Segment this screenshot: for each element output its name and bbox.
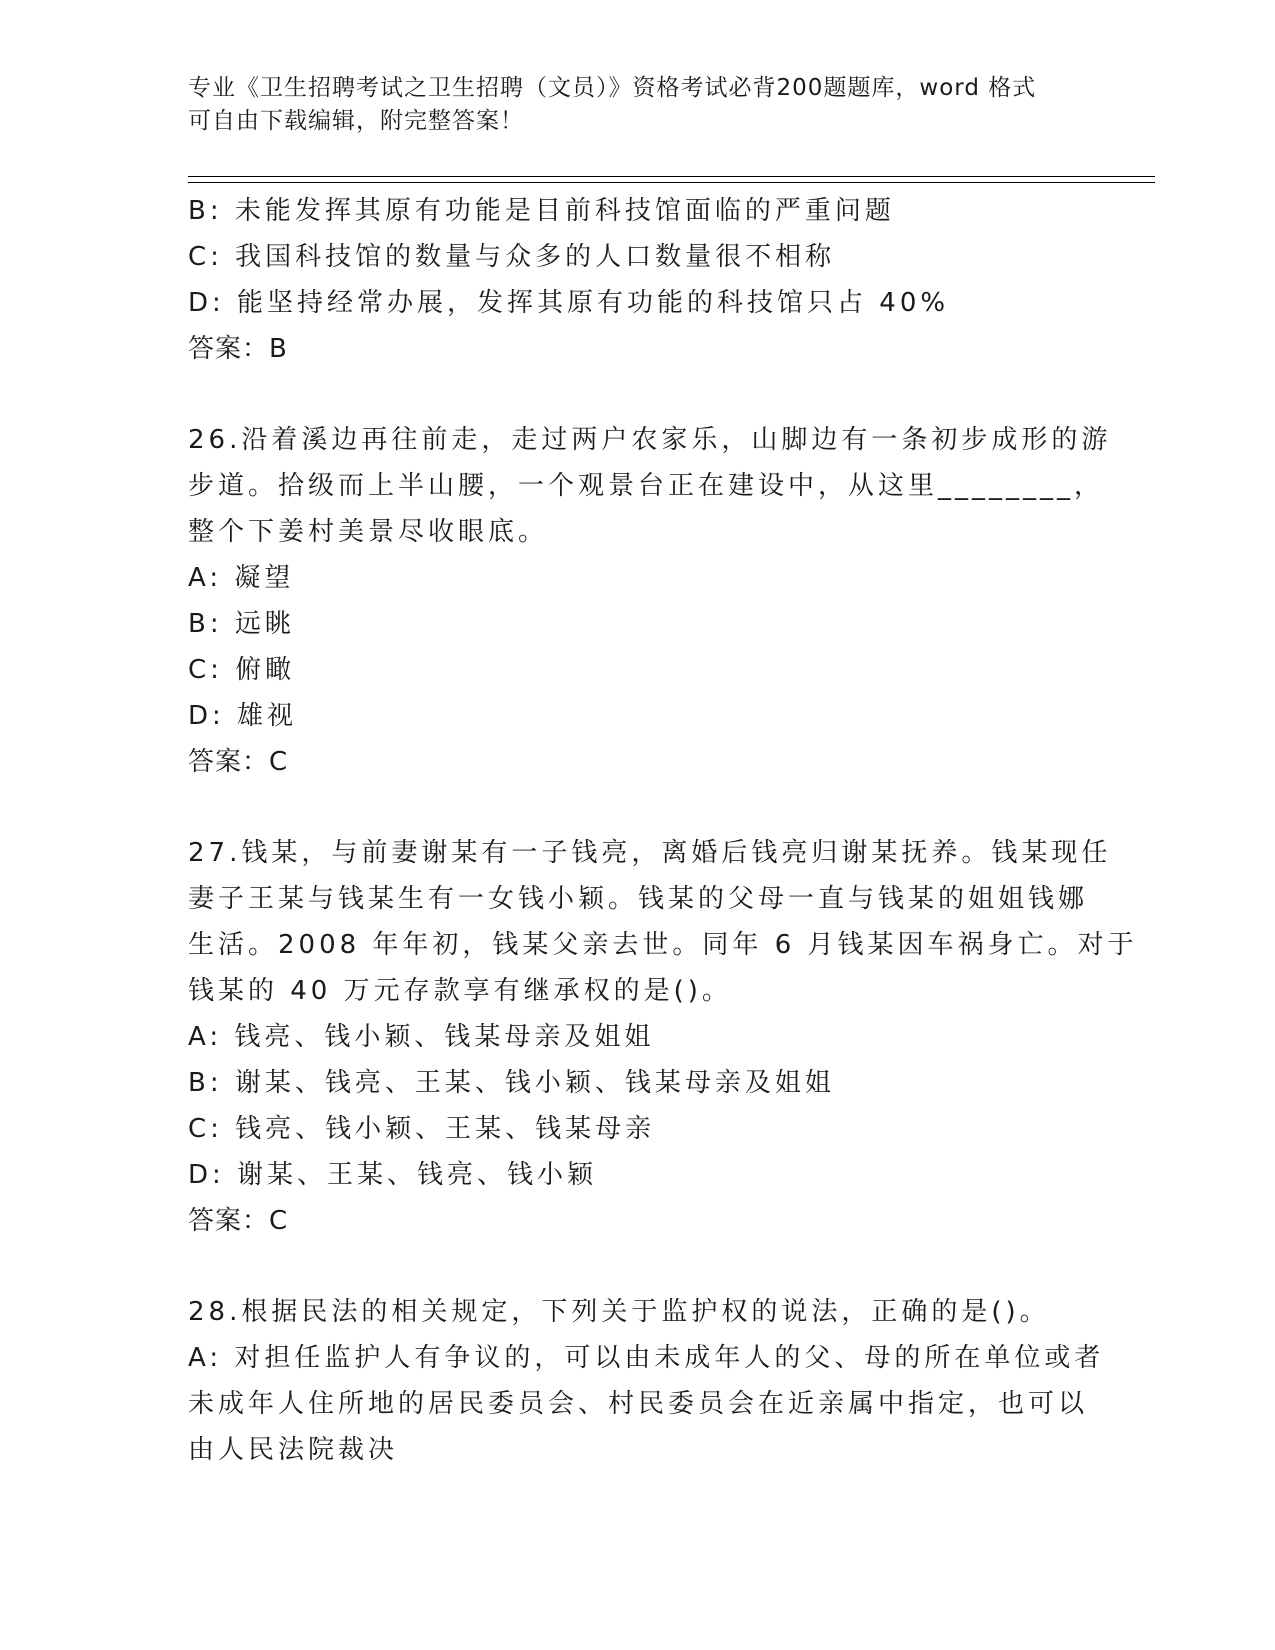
option-a-continued: 由人民法院裁决: [188, 1435, 399, 1465]
question-text-line: 步道。拾级而上半山腰，一个观景台正在建设中，从这里________，: [188, 471, 1105, 501]
option-c: C: 钱亮、钱小颖、王某、钱某母亲: [188, 1114, 656, 1144]
question-25-tail: [188, 188, 1088, 372]
spacer: [188, 372, 1088, 417]
option-c: C: 俯瞰: [188, 655, 296, 685]
question-text-line: 妻子王某与钱某生有一女钱小颖。钱某的父母一直与钱某的姐姐钱娜: [188, 884, 1089, 914]
option-b: B: 远眺: [188, 609, 295, 639]
option-a: A: 凝望: [188, 563, 295, 593]
question-27: [188, 830, 1138, 1244]
answer: 答案：B: [188, 334, 288, 364]
spacer: [188, 785, 1088, 830]
question-text-line: 钱某的 40 万元存款享有继承权的是()。: [188, 976, 732, 1006]
option-a: A: 钱亮、钱小颖、钱某母亲及姐姐: [188, 1022, 655, 1052]
question-text-line: 26.沿着溪边再往前走，走过两户农家乐，山脚边有一条初步成形的游: [188, 425, 1112, 455]
question-content: [188, 188, 1138, 1473]
document-header: [188, 72, 1088, 138]
question-26: [188, 417, 1112, 785]
header-line-1: 专业《卫生招聘考试之卫生招聘（文员）》资格考试必背200题题库，word 格式: [188, 75, 1037, 101]
option-d: D: 雄视: [188, 701, 298, 731]
option-b: B: 未能发挥其原有功能是目前科技馆面临的严重问题: [188, 196, 895, 226]
spacer: [188, 1244, 1088, 1289]
header-rule-top: [188, 176, 1155, 177]
answer: 答案：C: [188, 1206, 289, 1236]
option-d: D: 谢某、王某、钱亮、钱小颖: [188, 1160, 598, 1190]
option-c: C: 我国科技馆的数量与众多的人口数量很不相称: [188, 242, 836, 272]
option-b: B: 谢某、钱亮、王某、钱小颖、钱某母亲及姐姐: [188, 1068, 835, 1098]
option-d: D: 能坚持经常办展，发挥其原有功能的科技馆只占 40%: [188, 288, 950, 318]
question-text-line: 整个下姜村美景尽收眼底。: [188, 517, 549, 547]
question-text-line: 27.钱某，与前妻谢某有一子钱亮，离婚后钱亮归谢某抚养。钱某现任: [188, 838, 1112, 868]
header-rule-bottom: [188, 182, 1155, 183]
option-a-continued: 未成年人住所地的居民委员会、村民委员会在近亲属中指定，也可以: [188, 1389, 1089, 1419]
question-text-line: 28.根据民法的相关规定，下列关于监护权的说法，正确的是()。: [188, 1297, 1050, 1327]
header-line-2: 可自由下载编辑，附完整答案！: [188, 108, 524, 134]
answer: 答案：C: [188, 747, 289, 777]
question-28: [188, 1289, 1105, 1473]
option-a: A: 对担任监护人有争议的，可以由未成年人的父、母的所在单位或者: [188, 1343, 1105, 1373]
question-text-line: 生活。2008 年年初，钱某父亲去世。同年 6 月钱某因车祸身亡。对于: [188, 930, 1138, 960]
